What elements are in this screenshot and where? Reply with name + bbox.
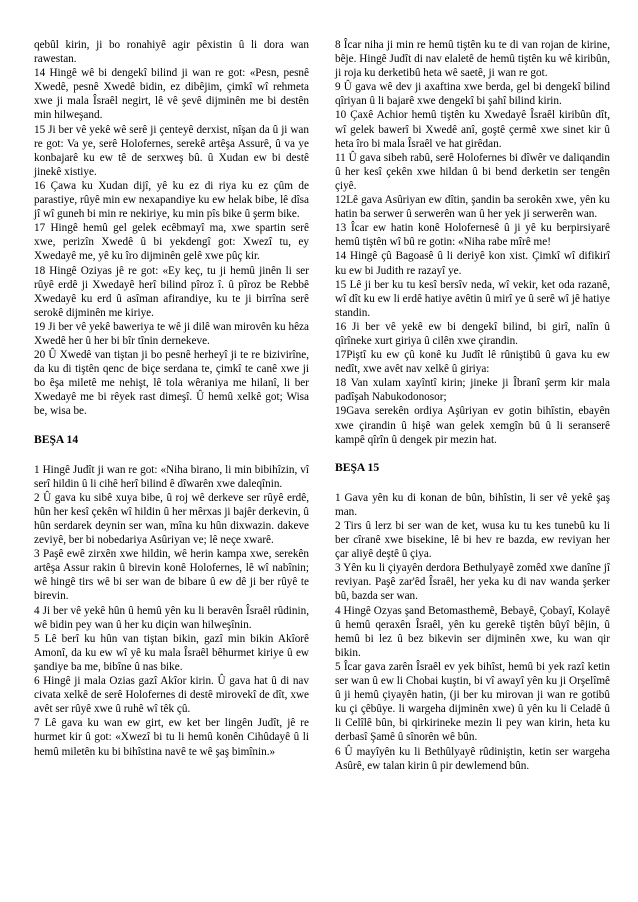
paragraph: 4 Ji ber vê yekê hûn û hemû yên ku li beravên Îsraêl rûdinin, wê bidin pey wan û her ku diçin wan hilweşînin.	[34, 604, 309, 631]
left-column	[34, 38, 309, 902]
chapter-heading: BEŞA 14	[34, 432, 79, 446]
paragraph: 16 Ji ber vê yekê ew bi dengekî bilind, bi girî, nalîn û qîrîneke xurt giriya û cilên xwe çirandin.	[335, 320, 610, 347]
paragraph: 19Gava serekên ordiya Aşûriyan ev gotin bihîstin, ebayên xwe çirandin û hişê wan gelek xemgîn bû û li seranserê kampê qîrîn û dengek pir mezin hat.	[335, 405, 610, 446]
paragraph: 15 Lê ji ber ku tu kesî bersîv neda, wî vekir, ket oda razanê, wî dît ku ew li erdê hatiye avêtin û mirî ye û serê wî jê hatiye standin.	[335, 278, 610, 319]
paragraph: 19 Ji ber vê yekê baweriya te wê ji dilê wan mirovên ku hêza Xwedê her û her bi bîr tînin dernekeve.	[34, 320, 309, 347]
paragraph: 6 Hingê ji mala Ozias gazî Akîor kirin. Û gava hat û di nav civata xelkê de serê Holofernes di destê mirovekî de dît, xwe avêt ser rûyê xwe û ruhê wî têk çû.	[34, 675, 309, 716]
paragraph: 18 Van xulam xayîntî kirin; jineke ji Îbranî şerm kir mala padîşah Nabukodonosor;	[335, 377, 610, 404]
paragraph: 1 Hingê Judît ji wan re got: «Niha birano, li min bibihîzin, vî serî hildin û li cihê herî bilind ê dîwarên xwe daleqînin.	[34, 463, 309, 490]
paragraph: 9 Û gava wê dev ji axaftina xwe berda, gel bi dengekî bilind qîriyan û li bajarê xwe dengekî bi şahî bilind kirin.	[335, 81, 610, 108]
paragraph: 18 Hingê Oziyas jê re got: «Ey keç, tu ji hemû jinên li ser rûyê erdê ji Xwedayê herî bilind pîroz î. û pîroz be Rebbê Xwedayê ku erd û asîman afirandiye, ku te ji birrîna serê serokê dijminên me kiriye.	[34, 264, 309, 319]
paragraph: qebûl kirin, ji bo ronahiyê agir pêxistin û li dora wan rawestan.	[34, 39, 309, 66]
paragraph: 17 Hingê hemû gel gelek ecêbmayî ma, xwe spartin serê xwe, perizîn Xwedê û bi yekdengî got: Xwezî tu, ey Xwedayê me, yê ku îro dijminên gelê xwe pûç kir.	[34, 222, 309, 263]
paragraph: 14 Hingê çû Bagoasê û li deriyê kon xist. Çimkî wî difikirî ku ew bi Judith re razayî ye.	[335, 250, 610, 277]
paragraph: 14 Hingê wê bi dengekî bilind ji wan re got: «Pesn, pesnê Xwedê, pesnê Xwedê bidin, ez dibêjim, çimkî wî rehmeta xwe ji mala Îsraêl negirt, lê vê şevê dijminên me bi destên min hilweşand.	[34, 67, 309, 122]
paragraph: 16 Çawa ku Xudan dijî, yê ku ez di riya ku ez çûm de parastiye, rûyê min ew nexapandiye ku ew helak bibe, lê dîsa jî wî guneh bi min re nekiriye, ku min pîs bike û şerm bike.	[34, 179, 309, 221]
paragraph: 17Piştî ku ew çû konê ku Judît lê rûniştibû û gava ku ew nedît, xwe avêt nav xelkê û giriya:	[335, 349, 610, 376]
paragraph: 3 Paşê ewê zirxên xwe hildin, wê herin kampa xwe, serekên artêşa Assur rakin û birevin konê Holofernes, lê wî nabînin; wê hingê tirs wê bi ser wan de bibare û ew dê ji ber rûyê te birevin.	[34, 548, 309, 603]
paragraph: 1 Gava yên ku di konan de bûn, bihîstin, li ser vê yekê şaş man.	[335, 491, 610, 518]
paragraph: 20 Û Xwedê van tiştan ji bo pesnê herheyî ji te re bizivirîne, da ku di tiştên qenc de biçe serdana te, çimkî te canê xwe ji bo êşa miletê me nehişt, lê tola wêraniya me hilanî, li ber Xwedayê me bi rêyek rast dimeşî. Û hemû xelkê got; Wisa be, wisa be.	[34, 349, 309, 418]
paragraph: 13 Îcar ew hatin konê Holofernesê û ji yê ku berpirsiyarê hemû tiştên wî bû re gotin: «Niha rabe mîrê me!	[335, 222, 610, 249]
paragraph: 7 Lê gava ku wan ew girt, ew ket ber lingên Judît, jê re hurmet kir û got: «Xwezî bi tu li hemû konên Cihûdayê û li hemû miletên ku bi bihîstina navê te wê şaş bimînin.»	[34, 717, 309, 758]
paragraph: 8 Îcar niha ji min re hemû tiştên ku te di van rojan de kirine, bêje. Hingê Judît di nav elaletê de hemû tiştên ku wê kiribûn, ji roja ku derketibû heta wê saetê, ji wan re got.	[335, 39, 610, 80]
right-column	[335, 38, 610, 902]
paragraph: 15 Ji ber vê yekê wê serê ji çenteyê derxist, nîşan da û ji wan re got: Va ye, serê Holofernes, serekê artêşa Assurê, û va ye konbajarê ku ew tê de serxweş bû. û Xudan ew bi destê jinekê xistiye.	[34, 123, 309, 178]
paragraph: 10 Çaxê Achior hemû tiştên ku Xwedayê Îsraêl kiribûn dît, wî gelek bawerî bi Xwedê anî, goştê çermê xwe sinet kir û heta îro bi mala Îsraêl ve hat girêdan.	[335, 109, 610, 150]
paragraph: 12Lê gava Asûriyan ew dîtin, şandin ba serokên xwe, yên ku hatin ba serwer û serwerên wan û her yek ji serwerên wan.	[335, 194, 610, 221]
paragraph: 2 Tirs û lerz bi ser wan de ket, wusa ku tu kes tunebû ku li ber cîranê xwe bisekine, lê bi hev re bazda, ew reviyan her çar aliyê deştê û çiya.	[335, 520, 610, 561]
paragraph: 11 Û gava sibeh rabû, serê Holofernes bi dîwêr ve daliqandin û her kesî çekên xwe hildan û bi bend derketin ser tengên çiyê.	[335, 151, 610, 192]
paragraph: 5 Îcar gava zarên Îsraêl ev yek bihîst, hemû bi yek razî ketin ser wan û ew li Chobai kuştin, bi vî awayî yên ku ji Orşelîmê û ji hemû çiyayên hatin, (ji ber ku mirovan ji wan re gotibû ku çi çêbûye. li wargeha dijminên xwe) û yên ku li Celadê û li Celîlê bûn, bi qirkirineke mezin li pey wan kirin, heta ku derbasî Şamê û sînorên wê bûn.	[335, 660, 610, 744]
paragraph: 2 Û gava ku sibê xuya bibe, û roj wê derkeve ser rûyê erdê, hûn her kesî çekên wî hildin û her mêrxas ji bajêr derkevin, û hûn serdarek deynin ser wan, mîna ku hûn dixwazin. dakeve zeviyê, ber bi nobedariya Asûriyan ve; lê neçe xwarê.	[34, 491, 309, 547]
paragraph: 6 Û mayîyên ku li Bethûlyayê rûdiniştin, ketin ser wargeha Asûrê, ew talan kirin û pir dewlemend bûn.	[335, 745, 610, 772]
paragraph: 5 Lê berî ku hûn van tiştan bikin, gazî min bikin Akîorê Amonî, da ku ew wî yê ku mala Îsraêl bêhurmet kiriye û ew şandiye ba me, bibîne û nas bike.	[34, 632, 309, 673]
paragraph: 4 Hingê Ozyas şand Betomasthemê, Bebayê, Çobayî, Kolayê û hemû qeraxên Îsraêl, yên ku gerekê tiştên bûyî bêjin, û hemû bi lez û bez bikevin ser dijminên xwe, ku wan qir bikin.	[335, 604, 610, 659]
chapter-heading: BEŞA 15	[335, 460, 380, 474]
paragraph: 3 Yên ku li çiyayên derdora Bethulyayê zomêd xwe danîne jî reviyan. Paşê zar'êd Îsraêl, her yeka ku di nav wanda şerker bû, bazda ser wan.	[335, 562, 610, 603]
